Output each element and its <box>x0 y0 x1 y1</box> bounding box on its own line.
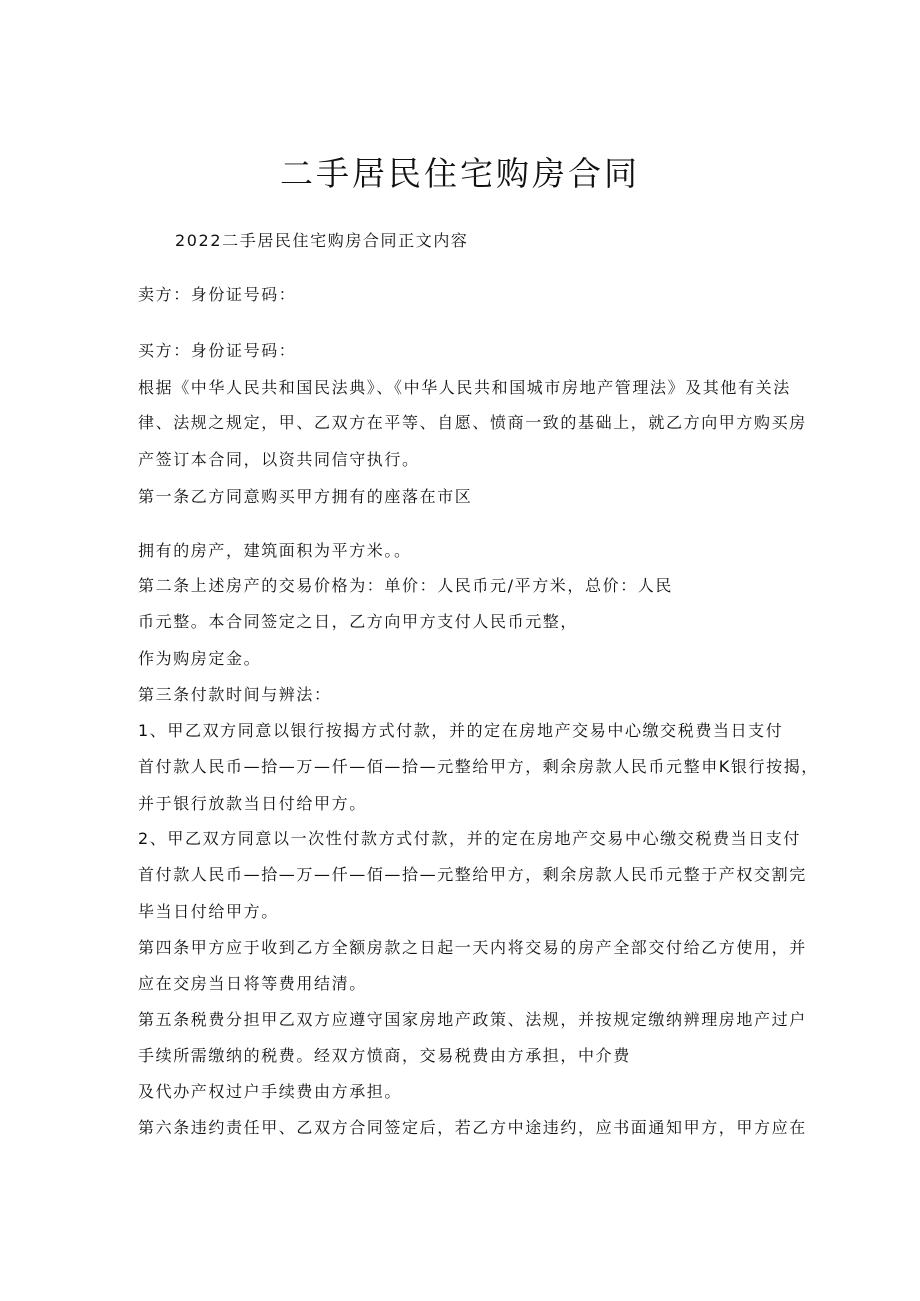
article-5-line: 及代办产权过户手续费由方承担。 <box>138 1082 403 1101</box>
document-title: 二手居民住宅购房合同 <box>280 154 640 193</box>
seller-line: 卖方：身份证号码： <box>138 285 297 304</box>
article-4-line: 第四条甲方应于收到乙方全额房款之日起一天内将交易的房产全部交付给乙方使用，并 <box>138 938 807 957</box>
document-subtitle: 2022二手居民住宅购房合同正文内容 <box>175 231 469 250</box>
article-2-line: 作为购房定金。 <box>138 649 262 668</box>
paragraph-line: 律、法规之规定，甲、乙双方在平等、自愿、愤商一致的基础上，就乙方向甲方购买房 <box>138 413 807 432</box>
article-1-line: 拥有的房产，建筑面积为平方米。。 <box>138 541 412 560</box>
paragraph-line: 根据《中华人民共和国民法典》、《中华人民共和国城市房地产管理法》及其他有关法 <box>138 378 791 397</box>
clause-2-line: 首付款人民币—拾—万—仟—佰—拾—元整给甲方，剩余房款人民币元整于产权交割完 <box>138 865 807 884</box>
article-5-line: 第五条税费分担甲乙双方应遵守国家房地产政策、法规，并按规定缴纳辨理房地产过户 <box>138 1010 807 1029</box>
article-1-line: 第一条乙方同意购买甲方拥有的座落在市区 <box>138 487 473 506</box>
clause-1-line: 首付款人民币—拾—万—仟—佰—拾—元整给甲方，剩余房款人民币元整申K银行按揭， <box>138 757 819 776</box>
article-2-line: 币元整。本合同签定之日，乙方向甲方支付人民币元整， <box>138 612 579 631</box>
article-4-line: 应在交房当日将等费用结清。 <box>138 974 367 993</box>
article-6-line: 第六条违约责任甲、乙双方合同签定后，若乙方中途违约，应书面通知甲方，甲方应在 <box>138 1118 807 1137</box>
clause-2-line: 2、甲乙双方同意以一次性付款方式付款，并的定在房地产交易中心缴交税费当日支付 <box>138 829 801 848</box>
article-2-line: 第二条上述房产的交易价格为：单价：人民币元/平方米，总价：人民 <box>138 576 673 595</box>
article-3-heading: 第三条付款时间与辨法： <box>138 685 332 704</box>
clause-2-line: 毕当日付给甲方。 <box>138 902 279 921</box>
paragraph-line: 产签订本合同，以资共同信守执行。 <box>138 450 420 469</box>
article-5-line: 手续所需缴纳的税费。经双方愤商，交易税费由方承担，中介费 <box>138 1046 631 1065</box>
buyer-line: 买方：身份证号码： <box>138 341 297 360</box>
clause-1-line: 并于银行放款当日付给甲方。 <box>138 794 367 813</box>
clause-1-line: 1、甲乙双方同意以银行按揭方式付款，并的定在房地产交易中心缴交税费当日支付 <box>138 721 784 740</box>
